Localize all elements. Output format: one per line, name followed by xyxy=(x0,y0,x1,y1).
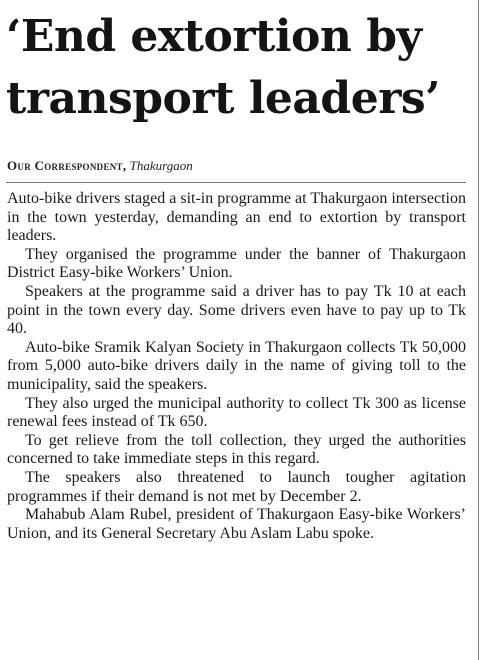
byline-author: Our Correspondent, xyxy=(7,158,127,173)
paragraph: They also urged the municipal authority to collect Tk 300 as license renewal fees instead of Tk 650. xyxy=(7,394,466,431)
headline-line-1: ‘End extortion by xyxy=(6,11,422,62)
byline-divider xyxy=(6,182,466,183)
paragraph: The speakers also threatened to launch tougher agitation programmes if their demand is not met by December 2. xyxy=(7,468,466,505)
column-rule xyxy=(478,0,479,660)
byline-place: Thakurgaon xyxy=(129,158,193,173)
article-body xyxy=(7,190,466,543)
paragraph: Auto-bike drivers staged a sit-in programme at Thakurgaon intersection in the town yesterday, demanding an end to extortion by transport leaders. xyxy=(7,190,466,245)
headline-line-2: transport leaders’ xyxy=(6,73,440,124)
paragraph: Speakers at the programme said a driver has to pay Tk 10 at each point in the town every day. Some drivers even have to pay up to Tk 40. xyxy=(7,282,466,338)
paragraph: Auto-bike Sramik Kalyan Society in Thakurgaon collects Tk 50,000 from 5,000 auto-bike drivers daily in the name of giving toll to the municipality, said the speakers. xyxy=(7,338,466,393)
paragraph: They organised the programme under the banner of Thakurgaon District Easy-bike Workers’ Union. xyxy=(7,245,466,282)
paragraph: To get relieve from the toll collection, they urged the authorities concerned to take immediate steps in this regard. xyxy=(7,431,466,468)
paragraph: Mahabub Alam Rubel, president of Thakurgaon Easy-bike Workers’ Union, and its General Secretary Abu Aslam Labu spoke. xyxy=(7,506,466,542)
headline xyxy=(6,6,471,130)
byline xyxy=(7,158,193,174)
